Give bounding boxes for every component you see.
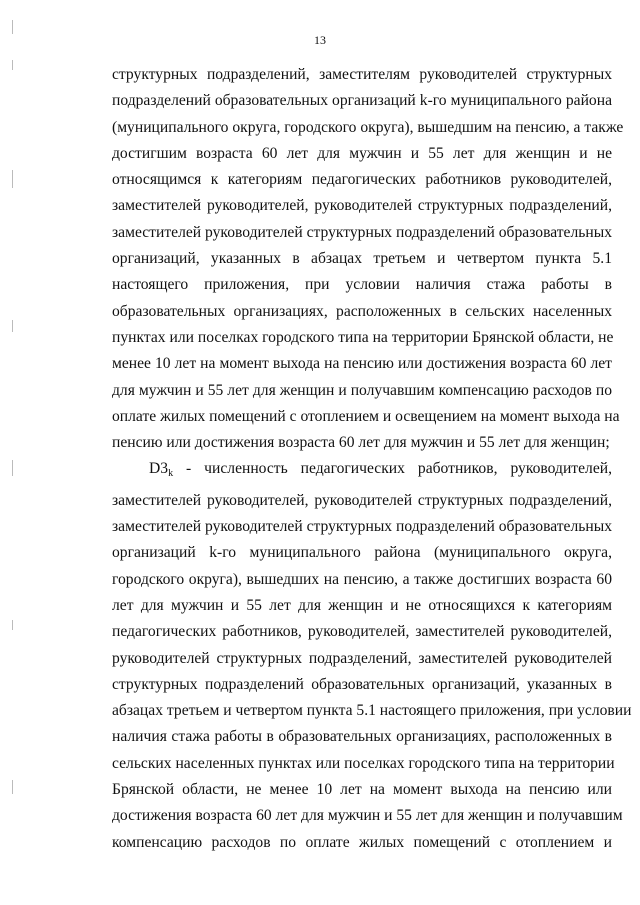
- text-line: наличия стажа работы в образовательных организациях, расположенных в: [112, 728, 612, 746]
- text-line: пенсию или достижения возраста 60 лет для мужчин и 55 лет для женщин;: [112, 434, 610, 452]
- paragraph-1: [112, 62, 624, 456]
- text-line: менее 10 лет на момент выхода на пенсию или достижения возраста 60 лет: [112, 355, 612, 373]
- formula-symbol: [149, 460, 174, 480]
- text-line: достижения возраста 60 лет для мужчин и 55 лет для женщин и получавшим: [112, 807, 623, 825]
- paragraph-2: [112, 456, 632, 855]
- text-line: пунктах или поселках городского типа на территории Брянской области, не: [112, 328, 614, 346]
- text-line: достигшим возраста 60 лет для мужчин и 55 лет для женщин и не: [112, 144, 612, 162]
- text-line: для мужчин и 55 лет для женщин и получавшим компенсацию расходов по: [112, 381, 612, 399]
- text-line: заместителей руководителей структурных подразделений образовательных: [112, 223, 612, 241]
- paragraph-2-first-line: [112, 456, 612, 487]
- text-line: заместителей руководителей структурных подразделений образовательных: [112, 518, 612, 536]
- text-line: подразделений образовательных организаций k-го муниципального района: [112, 92, 612, 110]
- page-number: 13: [314, 33, 326, 47]
- text-line: педагогических работников, руководителей, заместителей руководителей,: [112, 623, 612, 641]
- text-line: Брянской области, не менее 10 лет на момент выхода на пенсию или: [112, 781, 612, 799]
- text-line: сельских населенных пунктах или поселках городского типа на территории: [112, 754, 615, 772]
- text-line: оплате жилых помещений с отоплением и освещением на момент выхода на: [112, 407, 620, 425]
- text-line: организаций, указанных в абзацах третьем и четвертом пункта 5.1: [112, 250, 612, 268]
- document-body: [112, 62, 632, 856]
- text-line: городского округа), вышедших на пенсию, а также достигших возраста 60: [112, 570, 612, 588]
- symbol-subscript: k: [168, 468, 174, 480]
- text-line: руководителей структурных подразделений, заместителей руководителей: [112, 649, 612, 667]
- text-line: заместителей руководителей, руководителей структурных подразделений,: [112, 491, 612, 509]
- symbol-base: D3: [149, 460, 169, 478]
- text-line: (муниципального округа, городского округа), вышедшим на пенсию, а также: [112, 118, 624, 136]
- text-line: компенсацию расходов по оплате жилых помещений с отоплением и: [112, 833, 612, 851]
- text-line: структурных подразделений, заместителям руководителей структурных: [112, 66, 612, 83]
- first-line-text: - численность педагогических работников, руководителей,: [173, 460, 612, 478]
- text-line: организаций k-го муниципального района (муниципального округа,: [112, 544, 612, 562]
- text-line: настоящего приложения, при условии наличия стажа работы в: [112, 276, 612, 294]
- text-line: абзацах третьем и четвертом пункта 5.1 настоящего приложения, при условии: [112, 702, 632, 720]
- text-line: структурных подразделений образовательных организаций, указанных в: [112, 675, 612, 693]
- scan-edge-marks: [12, 20, 14, 890]
- text-line: относящимся к категориям педагогических работников руководителей,: [112, 171, 612, 189]
- text-line: заместителей руководителей, руководителей структурных подразделений,: [112, 197, 612, 215]
- text-line: лет для мужчин и 55 лет для женщин и не относящихся к категориям: [112, 596, 612, 614]
- text-line: образовательных организациях, расположенных в сельских населенных: [112, 302, 612, 320]
